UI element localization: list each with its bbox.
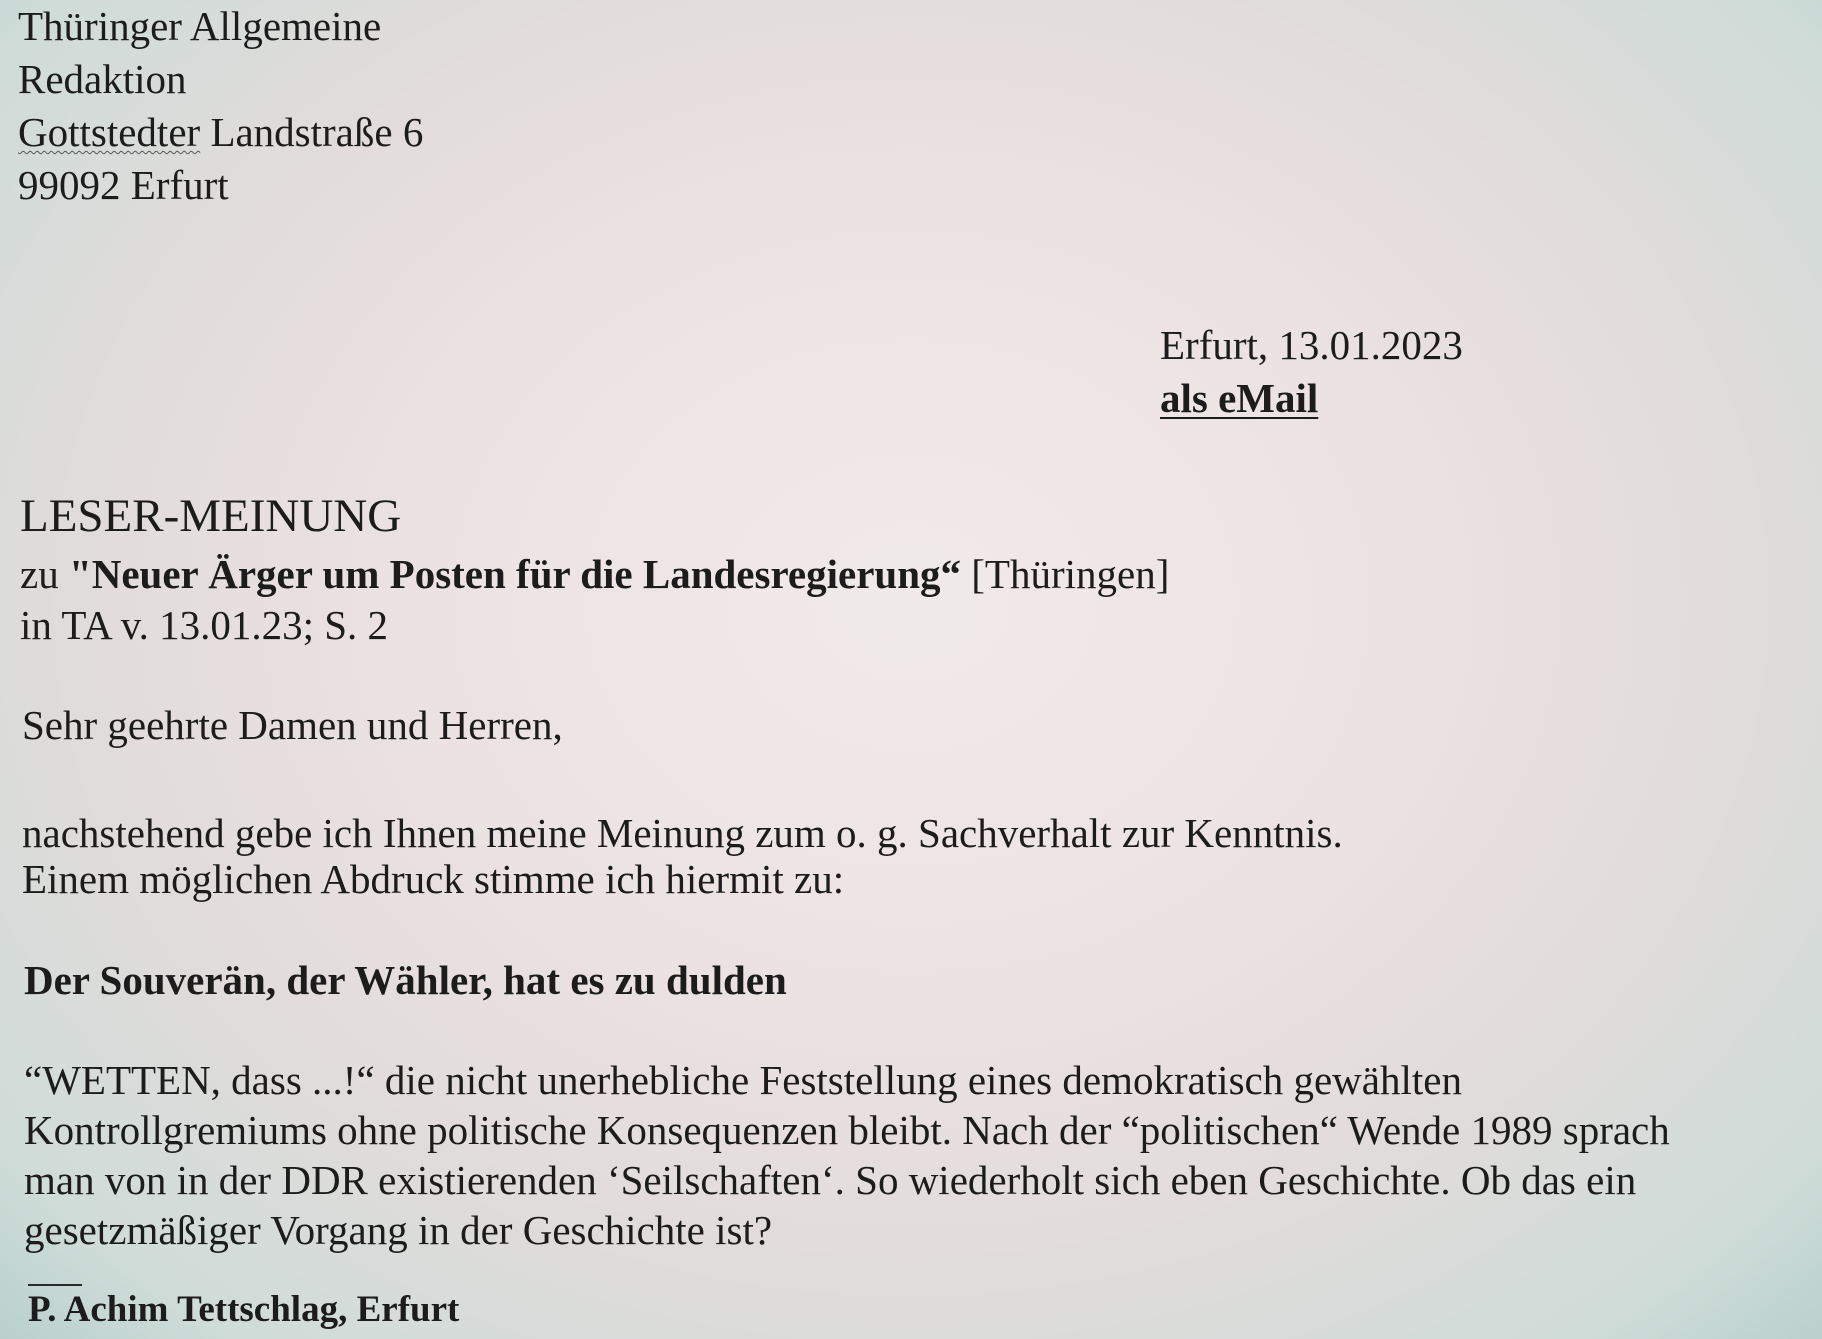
body-line-4: gesetzmäßiger Vorgang in der Geschichte ist? <box>24 1207 773 1253</box>
document-heading: LESER-MEINUNG <box>20 490 402 542</box>
letter-title: Der Souverän, der Wähler, hat es zu dulden <box>24 957 787 1003</box>
body-line-1: “WETTEN, dass ...!“ die nicht unerhebliche Feststellung eines demokratisch gewählten <box>24 1057 1462 1103</box>
recipient-street-rest: Landstraße 6 <box>200 109 424 155</box>
signature-rule <box>28 1284 82 1286</box>
reference-line <box>20 552 1169 597</box>
recipient-street-name: Gottstedter <box>18 109 201 155</box>
salutation: Sehr geehrte Damen und Herren, <box>22 702 563 748</box>
intro-line-2: Einem möglichen Abdruck stimme ich hiermit zu: <box>22 856 845 902</box>
reference-source: in TA v. 13.01.23; S. 2 <box>20 602 389 648</box>
reference-article-title: "Neuer Ärger um Posten für die Landesregierung“ <box>68 551 962 597</box>
recipient-line-2: Redaktion <box>18 56 187 102</box>
recipient-street <box>18 110 423 155</box>
signature: P. Achim Tettschlag, Erfurt <box>28 1289 460 1330</box>
recipient-line-1: Thüringer Allgemeine <box>18 3 382 49</box>
reference-section: [Thüringen] <box>961 551 1170 597</box>
body-line-2: Kontrollgremiums ohne politische Konsequenzen bleibt. Nach der “politischen“ Wende 1989 sprach <box>24 1107 1670 1153</box>
delivery-method: als eMail <box>1160 375 1319 421</box>
reference-prefix: zu <box>20 551 69 597</box>
recipient-city: 99092 Erfurt <box>18 162 229 208</box>
body-line-3: man von in der DDR existierenden ‘Seilschaften‘. So wiederholt sich eben Geschichte. Ob das ein <box>24 1157 1637 1203</box>
place-date: Erfurt, 13.01.2023 <box>1160 322 1463 368</box>
intro-line-1: nachstehend gebe ich Ihnen meine Meinung zum o. g. Sachverhalt zur Kenntnis. <box>22 810 1343 856</box>
